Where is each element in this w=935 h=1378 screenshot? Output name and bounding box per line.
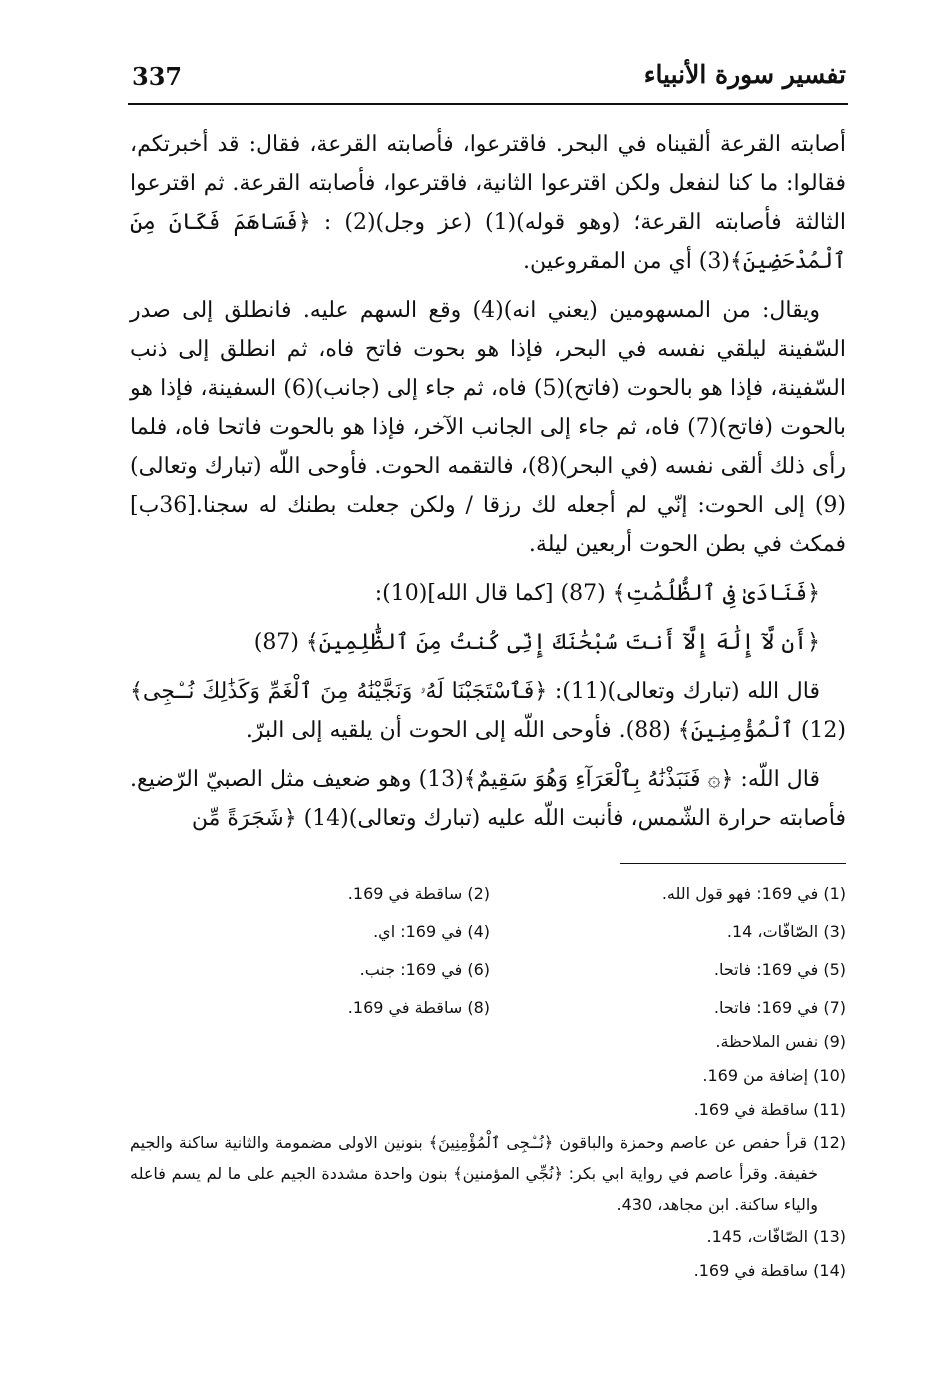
footnote-2: (2) ساقطة في 169. <box>347 884 490 903</box>
footnote-tail <box>130 1220 846 1288</box>
header-divider <box>128 103 848 105</box>
footnote-7: (7) في 169: فاتحا. <box>713 998 846 1017</box>
footnote-5: (5) في 169: فاتحا. <box>713 960 846 979</box>
paragraph-2: ويقال: من المسهومين (يعني انه)(4) وقع السهم عليه. فانطلق إلى صدر السّفينة ليلقي نفسه في البحر، فإذا هو بحوت فاتح فاه، ثم انطلق إلى ذنب السّفينة، فإذا هو بالحوت (فاتح)(5) فاه، ثم جاء إلى (جانب)(6) السفينة، فإذا هو بالحوت (فاتح)(7) فاه، ثم جاء إلى الجانب الآخر، فإذا هو بالحوت فاتحا فاه، فلما رأى ذلك ألقى نفسه (في البحر)(8)، فالتقمه الحوت. فأوحى اللّه (تبارك وتعالى)(9) إلى الحوت: إنّي لم أجعله لك رزقا / ولكن جعلت بطنك له سجنا.[36ب] فمكث في بطن الحوت أربعين ليلة. <box>130 298 846 557</box>
footnote-13: (13) الصّافّات، 145. <box>706 1227 846 1246</box>
page-number: 337 <box>132 62 183 91</box>
footnote-11: (11) ساقطة في 169. <box>693 1100 846 1119</box>
paragraph-1: أصابته القرعة ألقيناه في البحر. فاقترعوا، فأصابته القرعة، فقال: قد أخبرتكم، فقالوا: ما كنا لنفعل ولكن اقترعوا الثانية، فاقترعوا، فأصابته القرعة. ثم اقترعوا الثالثة فأصابته القرعة؛ (وهو قوله)(1) (عز وجل)(2) : ﴿فَسَاهَمَ فَكَانَ مِنَ ٱلْمُدْحَضِينَ﴾(3) أي من المقروعين. <box>130 132 847 274</box>
footnotes <box>130 877 846 1288</box>
footnote-6: (6) في 169: جنب. <box>359 960 490 979</box>
footnote-3: (3) الصّافّات، 14. <box>726 922 846 941</box>
page-header <box>132 58 846 98</box>
footnote-9: (9) نفس الملاحظة. <box>715 1032 846 1051</box>
footnote-12: (12) قرأ حفص عن عاصم وحمزة والباقون ﴿نُـۨجِى ٱلْمُؤْمِنِينَ﴾ بنونين الاولى مضمومة والثانية ساكنة والجيم خفيفة. وقرأ عاصم في رواية ابي بكر: ﴿نُجِّي المؤمنين﴾ بنون واحدة مشددة الجيم على ما لم يسم فاعله والياء ساكنة. ابن مجاهد، 430. <box>130 1133 846 1214</box>
paragraph-88: قال الله (تبارك وتعالى)(11): ﴿فَٱسْتَجَبْنَا لَهُۥ وَنَجَّيْنَٰهُ مِنَ ٱلْغَمِّ وَكَذَٰلِكَ نُـۨجِى﴾(12) ٱلْمُؤْمِنِينَ﴾ (88). فأوحى اللّه إلى الحوت أن يلقيه إلى البرّ. <box>130 679 846 743</box>
running-title: تفسير سورة الأنبياء <box>643 60 846 89</box>
footnote-list <box>130 1025 846 1127</box>
verse-87-part1: ﴿فَنَادَىٰ فِى ٱلظُّلُمَٰتِ﴾ (87) [كما قال الله](10): <box>374 581 820 606</box>
footnote-divider <box>620 863 846 864</box>
footnote-pairs <box>130 877 846 1025</box>
footnote-8: (8) ساقطة في 169. <box>347 998 490 1017</box>
body-text <box>130 125 846 838</box>
footnote-10: (10) إضافة من 169. <box>702 1066 846 1085</box>
footnote-4: (4) في 169: اي. <box>373 922 490 941</box>
footnote-14: (14) ساقطة في 169. <box>693 1261 846 1280</box>
footnote-1: (1) في 169: فهو قول الله. <box>661 884 846 903</box>
paragraph-145: قال اللّه: ﴿۞ فَنَبَذْنَٰهُ بِٱلْعَرَآءِ وَهُوَ سَقِيمٌ﴾(13) وهو ضعيف مثل الصبيّ الرّضيع. فأصابته حرارة الشّمس، فأنبت اللّه عليه (تبارك وتعالى)(14) ﴿شَجَرَةً مِّن <box>130 767 846 831</box>
verse-87-part2: ﴿أَن لَّآ إِلَٰهَ إِلَّآ أَنتَ سُبْحَٰنَكَ إِنِّى كُنتُ مِنَ ٱلظَّٰلِمِينَ﴾ (87) <box>253 630 820 655</box>
